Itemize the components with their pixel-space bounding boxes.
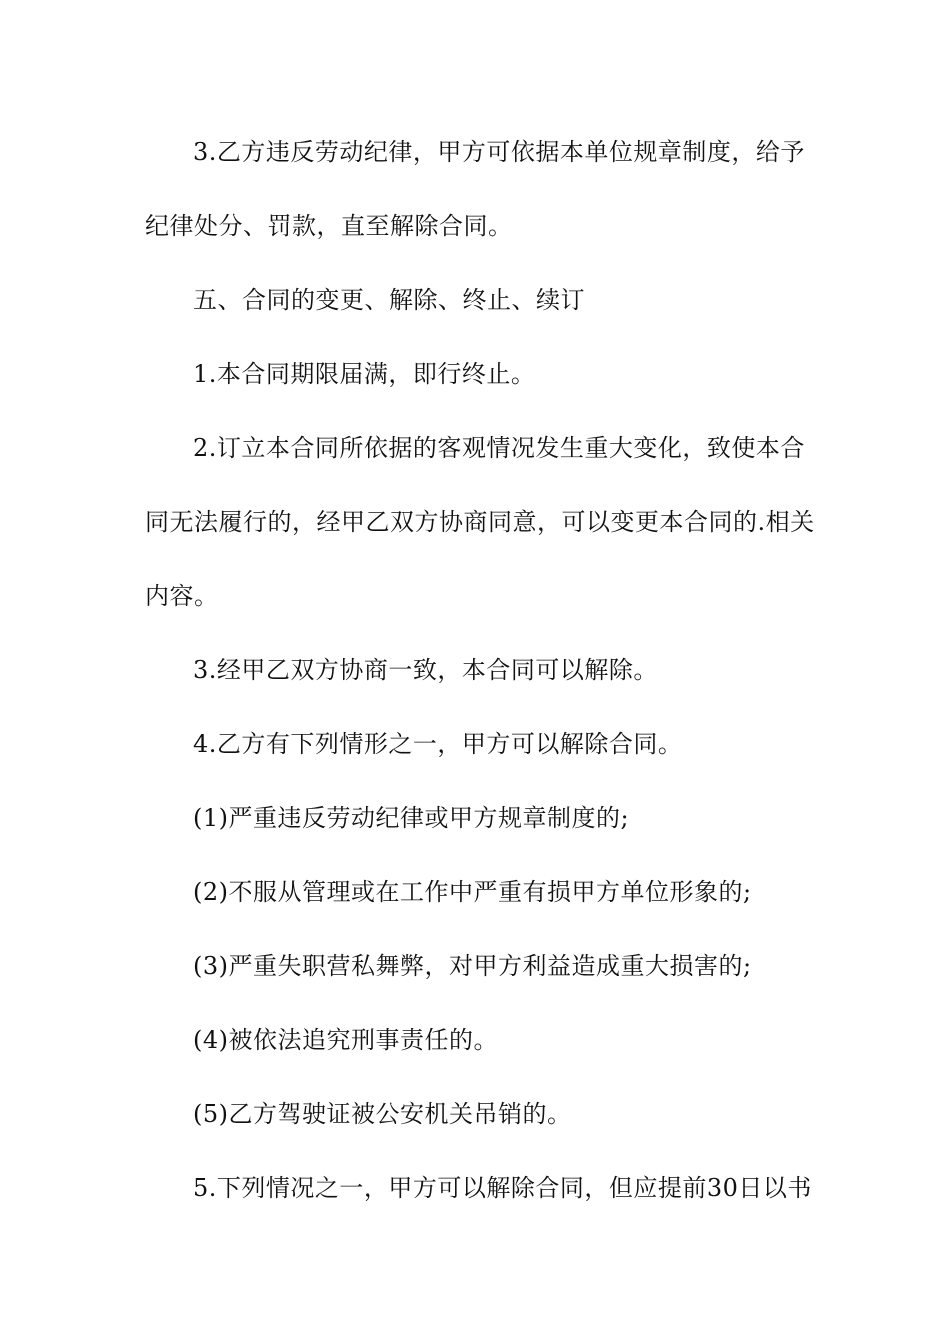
paragraph-line: 3.乙方违反劳动纪律，甲方可依据本单位规章制度，给予 [193,138,805,166]
paragraph-line: 内容。 [145,582,219,610]
paragraph-line: 1.本合同期限届满，即行终止。 [193,360,536,388]
list-item: (5)乙方驾驶证被公安机关吊销的。 [193,1100,572,1128]
list-item: (4)被依法追究刑事责任的。 [193,1026,498,1054]
document-body [145,115,815,1225]
list-item: (3)严重失职营私舞弊，对甲方利益造成重大损害的; [193,952,752,980]
paragraph-line: 3.经甲乙双方协商一致，本合同可以解除。 [193,656,658,684]
paragraph-line: 同无法履行的，经甲乙双方协商同意，可以变更本合同的.相关 [145,508,815,536]
paragraph-line: 纪律处分、罚款，直至解除合同。 [145,212,513,240]
list-item: (2)不服从管理或在工作中严重有损甲方单位形象的; [193,878,752,906]
paragraph-line: 5.下列情况之一，甲方可以解除合同，但应提前30日以书 [193,1174,812,1202]
paragraph-line: 4.乙方有下列情形之一，甲方可以解除合同。 [193,730,683,758]
paragraph-line: 2.订立本合同所依据的客观情况发生重大变化，致使本合 [193,434,805,462]
section-heading: 五、合同的变更、解除、终止、续订 [193,286,585,314]
list-item: (1)严重违反劳动纪律或甲方规章制度的; [193,804,630,832]
